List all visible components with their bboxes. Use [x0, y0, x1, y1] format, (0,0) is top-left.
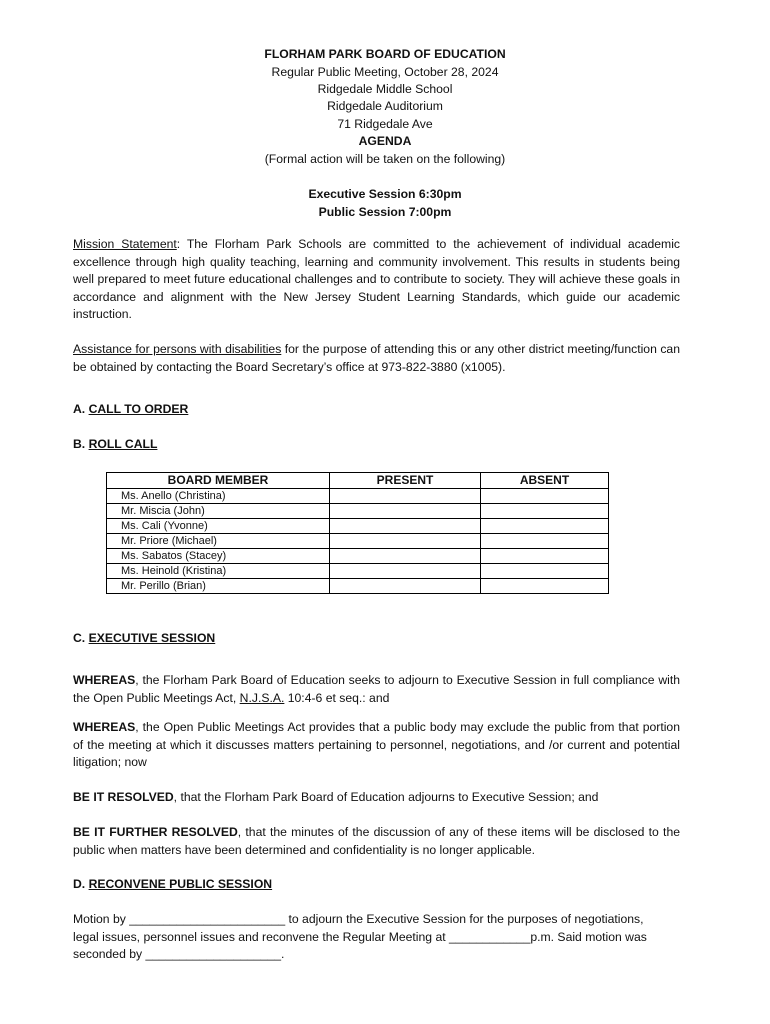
section-b-title: ROLL CALL	[88, 437, 158, 451]
absent-cell[interactable]	[481, 564, 609, 579]
member-name: Mr. Miscia (John)	[107, 504, 330, 519]
roll-header-row	[107, 473, 609, 489]
resolved-text: , that the Florham Park Board of Education adjourns to Executive Session; and	[173, 790, 599, 804]
formal-action-note: (Formal action will be taken on the following)	[264, 152, 506, 166]
agenda-title: AGENDA	[358, 134, 412, 148]
table-row	[107, 504, 609, 519]
member-name: Ms. Sabatos (Stacey)	[107, 549, 330, 564]
section-d-title: RECONVENE PUBLIC SESSION	[88, 877, 273, 891]
njsa-citation: N.J.S.A.	[239, 690, 285, 705]
further-resolved-paragraph	[73, 824, 680, 859]
motion-line-1: Motion by _______________________ to adjourn the Executive Session for the purposes of negotiations,	[73, 912, 644, 926]
address-line: 71 Ridgedale Ave	[337, 117, 433, 131]
present-cell[interactable]	[330, 549, 481, 564]
whereas-text-2: , the Open Public Meetings Act provides that a public body may exclude the public from that portion of the meeting at which it discusses matters pertaining to personnel, negotiations, and /or current and potential litigation; now	[73, 720, 680, 770]
resolved-paragraph	[73, 789, 680, 807]
whereas-paragraph-1	[73, 672, 680, 707]
table-row	[107, 564, 609, 579]
member-name: Ms. Anello (Christina)	[107, 489, 330, 504]
whereas-lead-1: WHEREAS	[73, 673, 136, 687]
section-reconvene-public-session	[73, 877, 272, 891]
table-row	[107, 579, 609, 594]
member-name: Ms. Heinold (Kristina)	[107, 564, 330, 579]
mission-statement	[73, 236, 680, 324]
table-row	[107, 534, 609, 549]
absent-cell[interactable]	[481, 579, 609, 594]
absent-cell[interactable]	[481, 534, 609, 549]
mission-label: Mission Statement	[73, 237, 177, 251]
member-name: Ms. Cali (Yvonne)	[107, 519, 330, 534]
venue-line: Ridgedale Auditorium	[327, 99, 443, 113]
present-cell[interactable]	[330, 519, 481, 534]
section-d-prefix: D.	[73, 877, 89, 891]
table-row	[107, 549, 609, 564]
absent-cell[interactable]	[481, 519, 609, 534]
executive-session-time: Executive Session 6:30pm	[308, 187, 462, 201]
org-title: FLORHAM PARK BOARD OF EDUCATION	[264, 47, 506, 61]
member-name: Mr. Priore (Michael)	[107, 534, 330, 549]
present-cell[interactable]	[330, 504, 481, 519]
motion-line-2: legal issues, personnel issues and reconvene the Regular Meeting at ____________p.m. Said motion was	[73, 929, 647, 944]
section-c-prefix: C.	[73, 631, 89, 645]
header-present: PRESENT	[330, 473, 481, 489]
table-row	[107, 519, 609, 534]
reconvene-motion	[73, 911, 693, 964]
section-roll-call	[73, 437, 157, 451]
whereas-lead-2: WHEREAS	[73, 720, 136, 734]
assistance-text: for the purpose of attending this or any other district meeting/function can be obtained by contacting the Board Secretary’s office at 973-822-3880 (x1005).	[73, 342, 680, 374]
present-cell[interactable]	[330, 489, 481, 504]
present-cell[interactable]	[330, 564, 481, 579]
motion-line-3: seconded by ____________________.	[73, 947, 285, 962]
header-board-member: BOARD MEMBER	[107, 473, 330, 489]
mission-text: : The Florham Park Schools are committed to the achievement of individual academic excellence through high quality teaching, learning and community involvement. This results in students being well prepared to meet future educational challenges and to contribute to society. They will achieve these goals in accordance and alignment with the New Jersey Student Learning Standards, which guide our academic instruction.	[73, 237, 680, 322]
absent-cell[interactable]	[481, 549, 609, 564]
whereas-text-1b: 10:4-6 et seq.: and	[284, 690, 390, 705]
resolved-lead: BE IT RESOLVED	[73, 790, 174, 804]
member-name: Mr. Perillo (Brian)	[107, 579, 330, 594]
header-absent: ABSENT	[481, 473, 609, 489]
whereas-paragraph-2	[73, 719, 680, 772]
meeting-line: Regular Public Meeting, October 28, 2024	[271, 65, 499, 79]
public-session-time: Public Session 7:00pm	[318, 205, 452, 219]
assistance-paragraph	[73, 341, 680, 376]
whereas-text-1a: , the Florham Park Board of Education seeks to adjourn to Executive Session in full compliance with the Open Public Meetings Act,	[73, 673, 680, 705]
assistance-label: Assistance for persons with disabilities	[73, 342, 282, 356]
roll-call-table	[106, 472, 609, 594]
absent-cell[interactable]	[481, 489, 609, 504]
further-resolved-lead: BE IT FURTHER RESOLVED	[73, 825, 238, 839]
section-executive-session	[73, 631, 215, 645]
section-b-prefix: B.	[73, 437, 89, 451]
table-row	[107, 489, 609, 504]
present-cell[interactable]	[330, 534, 481, 549]
section-c-title: EXECUTIVE SESSION	[88, 631, 216, 645]
school-line: Ridgedale Middle School	[317, 82, 453, 96]
section-a-title: CALL TO ORDER	[88, 402, 189, 416]
further-resolved-text: , that the minutes of the discussion of any of these items will be disclosed to the public when matters have been determined and confidentiality is no longer applicable.	[73, 825, 681, 857]
section-a-prefix: A.	[73, 402, 89, 416]
absent-cell[interactable]	[481, 504, 609, 519]
section-call-to-order	[73, 402, 188, 416]
present-cell[interactable]	[330, 579, 481, 594]
